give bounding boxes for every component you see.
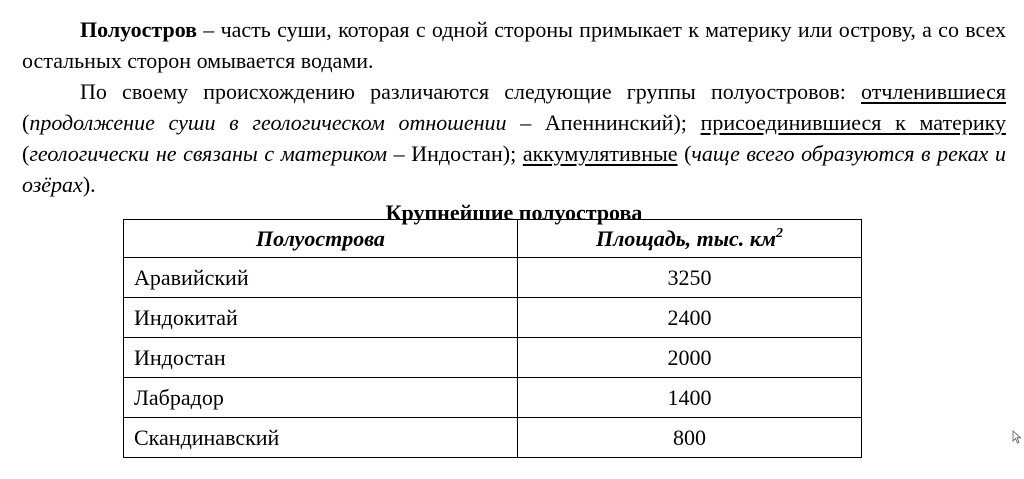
table-header-row bbox=[124, 220, 862, 258]
peninsula-name: Скандинавский bbox=[124, 418, 518, 458]
paren-open: ( bbox=[22, 141, 30, 166]
peninsula-area: 2400 bbox=[518, 298, 862, 338]
paren-open: ( bbox=[22, 110, 30, 135]
area-header-text: Площадь, тыс. км bbox=[595, 225, 777, 251]
table-row bbox=[124, 378, 862, 418]
group-detached-example: – Апеннинский); bbox=[506, 110, 701, 135]
mouse-pointer-icon bbox=[1012, 430, 1022, 444]
peninsula-area: 2000 bbox=[518, 338, 862, 378]
definition-term: Полуостров bbox=[80, 17, 198, 42]
column-header-peninsula: Полуострова bbox=[124, 220, 518, 258]
paren-close: ). bbox=[82, 172, 96, 197]
definition-text: – часть суши, которая с одной стороны примыкает к материку или острову, а со всех остальных сторон омывается водами. bbox=[22, 17, 1006, 73]
group-attached-example: – Индостан); bbox=[387, 141, 523, 166]
group-detached-description: продолжение суши в геологическом отношении bbox=[29, 110, 507, 135]
definition-paragraph bbox=[22, 14, 1006, 76]
origin-intro: По своему происхождению различаются следующие группы полуостровов: bbox=[80, 79, 862, 104]
column-header-area bbox=[518, 220, 862, 258]
peninsula-area: 1400 bbox=[518, 378, 862, 418]
group-attached-description: геологически не связаны с материком bbox=[29, 141, 388, 166]
paren-open: ( bbox=[677, 141, 692, 166]
table-row bbox=[124, 418, 862, 458]
peninsulas-table bbox=[123, 219, 862, 458]
peninsula-area: 3250 bbox=[518, 258, 862, 298]
document-body bbox=[22, 14, 1006, 228]
group-detached-term: отчленившиеся bbox=[861, 79, 1006, 104]
area-header-superscript: 2 bbox=[776, 225, 784, 241]
table-row bbox=[124, 298, 862, 338]
group-accumulative-description: чаще всего образуются в реках и озёрах bbox=[22, 141, 1006, 197]
origin-groups-paragraph bbox=[22, 76, 1006, 200]
table-row bbox=[124, 338, 862, 378]
group-attached-term: присоединившиеся к материку bbox=[700, 110, 1006, 135]
table-row bbox=[124, 258, 862, 298]
table-caption: Крупнейшие полуострова bbox=[385, 200, 643, 225]
peninsula-name: Индостан bbox=[124, 338, 518, 378]
peninsula-name: Аравийский bbox=[124, 258, 518, 298]
peninsula-name: Лабрадор bbox=[124, 378, 518, 418]
peninsula-area: 800 bbox=[518, 418, 862, 458]
peninsula-name: Индокитай bbox=[124, 298, 518, 338]
group-accumulative-term: аккумулятивные bbox=[522, 141, 678, 166]
